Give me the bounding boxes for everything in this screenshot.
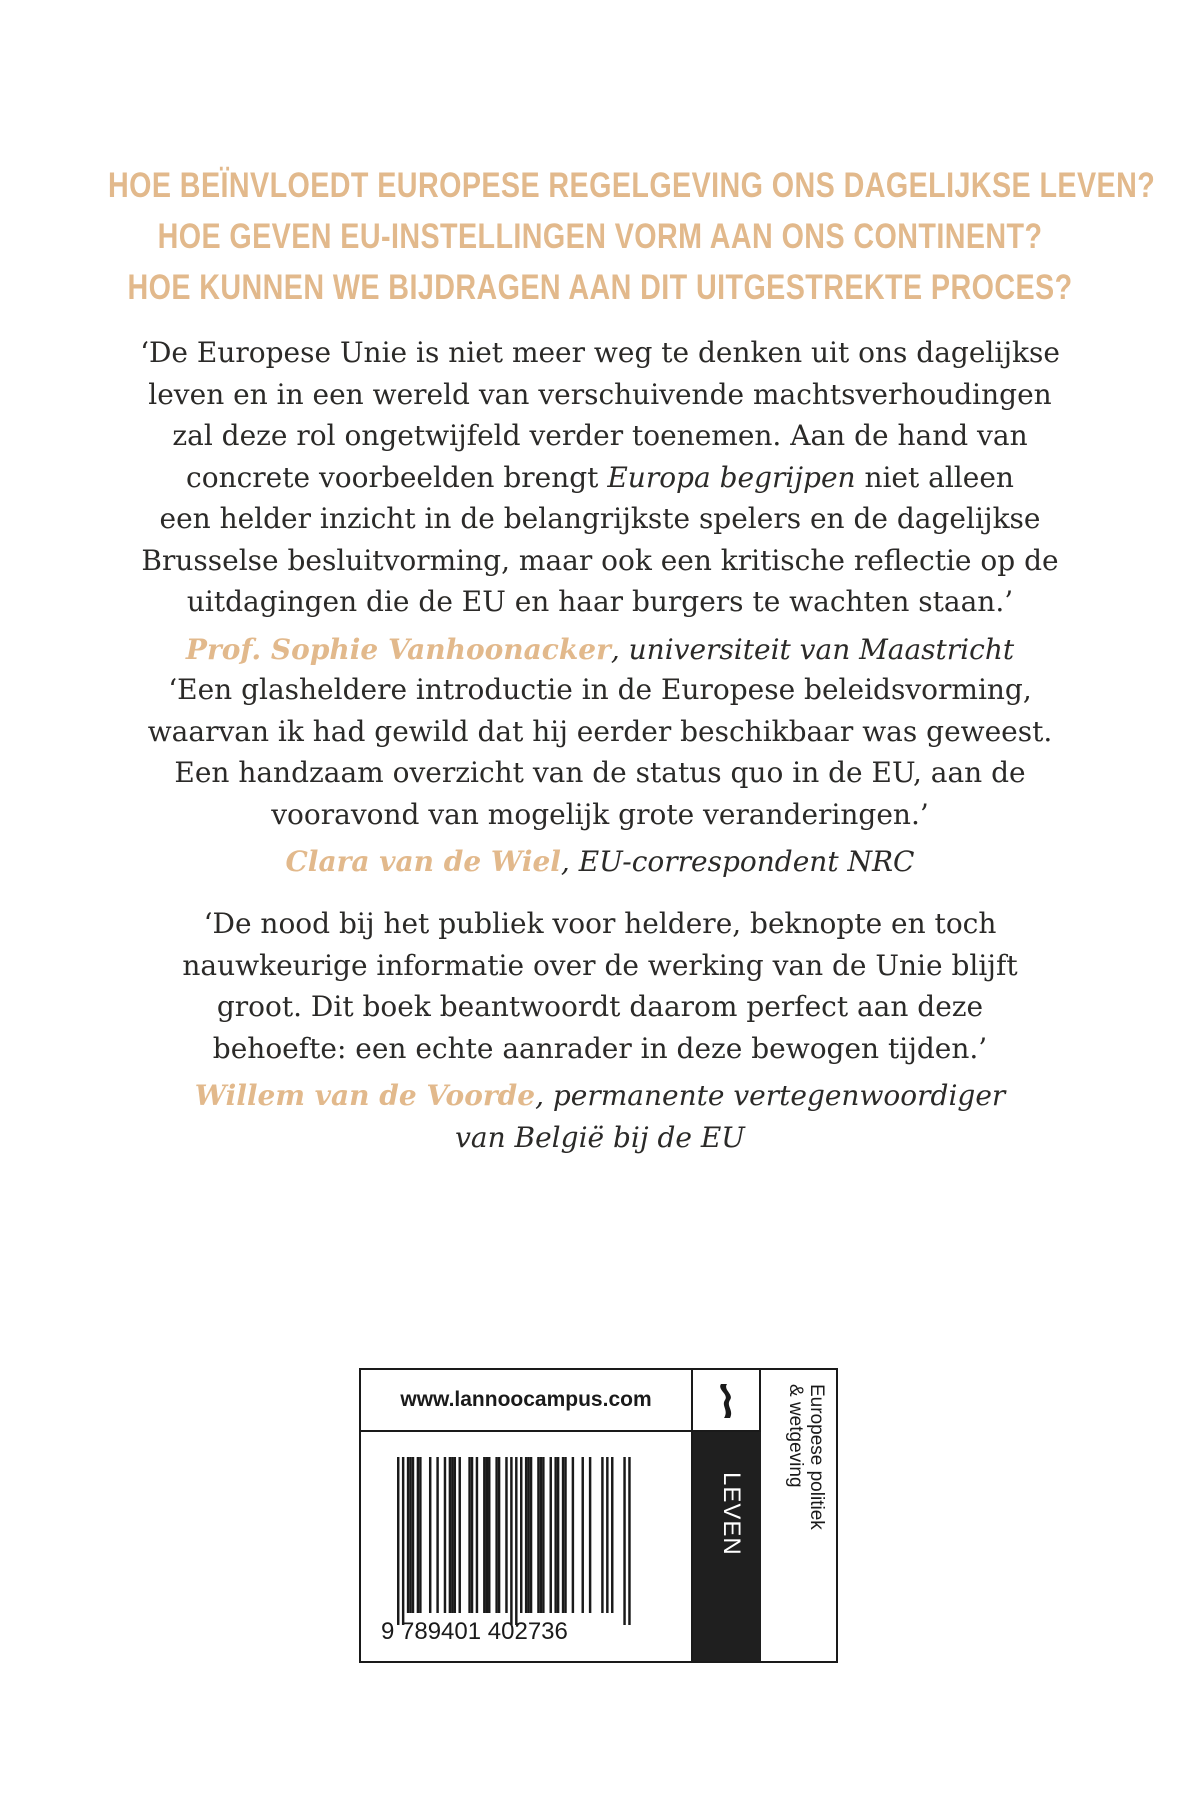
barcode-bar: [397, 1457, 399, 1625]
barcode-bar: [451, 1457, 453, 1613]
quote-author: Clara van de Wiel: [285, 845, 561, 878]
headline-line: HOE KUNNEN WE BIJDRAGEN AAN DIT UITGESTREKTE PROCES?: [127, 268, 1073, 307]
barcode-bar: [444, 1457, 446, 1613]
quote-line: ‘De Europese Unie is niet meer weg te denken uit ons dagelijkse: [140, 336, 1060, 369]
headline-line: HOE GEVEN EU-INSTELLINGEN VORM AAN ONS CONTINENT?: [157, 217, 1043, 256]
headline-questions: [108, 160, 1156, 313]
isbn-number: 9 789401 402736: [381, 1618, 568, 1645]
attribution-line: [90, 1117, 1110, 1159]
quote-line: behoefte: een echte aanrader in deze bewogen tijden.’: [212, 1031, 988, 1065]
barcode-bar: [486, 1457, 488, 1613]
barcode-bar: [505, 1457, 507, 1613]
barcode-bar: [572, 1457, 574, 1613]
quote-text: concrete voorbeelden brengt: [186, 460, 608, 494]
barcode-bar: [429, 1457, 431, 1613]
barcode-bar: [623, 1457, 625, 1625]
quote-line: zal deze rol ongetwijfeld verder toenemen. Aan de hand van: [172, 419, 1028, 452]
barcode-bar: [412, 1457, 414, 1613]
quote-line: waarvan ik had gewild dat hij eerder beschikbaar was geweest.: [147, 714, 1053, 748]
barcode-bar: [564, 1457, 566, 1613]
barcode-bar: [540, 1457, 542, 1613]
attribution-line: [90, 841, 1110, 883]
quote-line: leven en in een wereld van verschuivende machtsverhoudingen: [148, 377, 1052, 411]
barcode-bar: [582, 1457, 584, 1613]
barcode-bar: [520, 1457, 522, 1613]
barcode-bar: [530, 1457, 532, 1613]
barcode-bar: [611, 1457, 613, 1613]
barcode-bar: [449, 1457, 451, 1613]
quote-attribution: [90, 841, 1110, 883]
series-label-cell: [693, 1432, 761, 1661]
barcode-bar: [488, 1457, 490, 1613]
series-label: LEVEN: [718, 1472, 745, 1556]
quote-attribution: [90, 629, 1110, 671]
barcode-bar: [495, 1457, 497, 1613]
barcode-bar: [628, 1457, 630, 1625]
barcode-bar: [589, 1457, 591, 1613]
quote-line: ‘Een glasheldere introductie in de Europese beleidsvorming,: [168, 673, 1032, 706]
barcode-bar: [527, 1457, 529, 1613]
category-label: [785, 1384, 827, 1530]
barcode-bar: [601, 1457, 603, 1613]
author-affiliation: van België bij de EU: [455, 1120, 745, 1154]
category-line: & wetgeving: [785, 1384, 806, 1488]
barcode-bar: [510, 1457, 512, 1625]
lannoo-logo-icon: [693, 1370, 757, 1428]
barcode-box: [359, 1368, 838, 1663]
quote-line: ‘De nood bij het publiek voor heldere, beknopte en toch: [203, 907, 997, 940]
attribution-line: [90, 1075, 1110, 1117]
category-line: Europese politiek: [806, 1384, 827, 1530]
barcode-bar: [402, 1457, 404, 1625]
quote-author: Willem van de Voorde: [194, 1079, 536, 1112]
blurb-quote-van-de-wiel: [90, 669, 1110, 883]
barcode-bar: [525, 1457, 527, 1613]
blurb-quote-van-de-voorde: [90, 903, 1110, 1158]
quote-text: niet alleen: [855, 460, 1014, 494]
quote-attribution: [90, 1075, 1110, 1158]
quote-line: uitdagingen die de EU en haar burgers te wachten staan.’: [186, 585, 1014, 618]
author-affiliation: , universiteit van Maastricht: [610, 632, 1015, 666]
barcode-bar: [515, 1457, 517, 1625]
barcode-bar: [417, 1457, 419, 1613]
headline-line: HOE BEÏNVLOEDT EUROPESE REGELGEVING ONS DAGELIJKSE LEVEN?: [108, 166, 1156, 205]
barcode-bar: [471, 1457, 473, 1613]
barcode-bar: [468, 1457, 470, 1613]
attribution-line: [90, 629, 1110, 671]
quote-line: groot. Dit boek beantwoordt daarom perfect aan deze: [216, 990, 984, 1023]
barcode-bar: [419, 1457, 421, 1613]
quote-author: Prof. Sophie Vanhoonacker: [185, 632, 611, 666]
publisher-url[interactable]: www.lannoocampus.com: [361, 1370, 693, 1432]
author-affiliation: , permanente vertegenwoordiger: [535, 1079, 1006, 1112]
quote-line: vooravond van mogelijk grote veranderingen.’: [271, 797, 929, 831]
barcode-bar: [537, 1457, 539, 1613]
quote-line: een helder inzicht in de belangrijkste spelers en de dagelijkse: [159, 502, 1041, 535]
blurb-quote-vanhoonacker: [90, 332, 1110, 670]
quote-line: Een handzaam overzicht van de status quo in de EU, aan de: [174, 756, 1026, 789]
barcode-bar: [436, 1457, 438, 1613]
book-title: Europa begrijpen: [607, 460, 856, 494]
quote-line: Brusselse besluitvorming, maar ook een kritische reflectie op de: [141, 543, 1059, 577]
barcode-bar: [476, 1457, 478, 1613]
barcode-bar: [562, 1457, 564, 1613]
barcode-bar: [554, 1457, 556, 1613]
isbn-barcode: [361, 1432, 693, 1661]
barcode-bar: [550, 1457, 552, 1613]
barcode-bar: [459, 1457, 461, 1613]
barcode-bar: [454, 1457, 456, 1613]
barcode-bar: [483, 1457, 485, 1613]
quote-line: [90, 457, 1110, 499]
author-affiliation: , EU-correspondent NRC: [560, 845, 915, 878]
quote-line: nauwkeurige informatie over de werking van de Unie blijft: [182, 948, 1018, 982]
barcode-bar: [409, 1457, 411, 1613]
barcode-bar: [407, 1457, 409, 1613]
barcode-bar: [542, 1457, 544, 1613]
publisher-logo: [693, 1370, 761, 1432]
barcode-bar: [557, 1457, 559, 1613]
barcode-bar: [606, 1457, 608, 1613]
category-cell: [761, 1370, 836, 1661]
barcode-bar: [498, 1457, 500, 1613]
